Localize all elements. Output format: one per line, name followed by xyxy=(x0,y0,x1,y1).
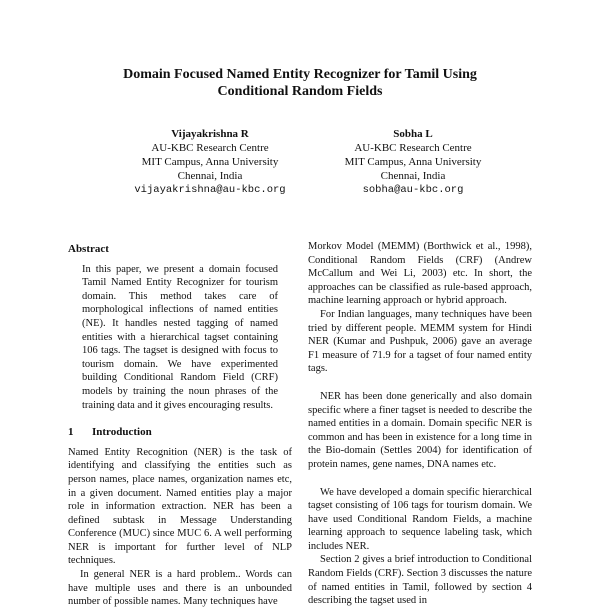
paragraph: We have developed a domain specific hierarchical tagset consisting of 106 tags for tourism domain. We have used Conditional Random Fields, a machine learning approach to sequence labeling task, which includes NER. xyxy=(308,486,532,552)
author-email: vijayakrishna@au-kbc.org xyxy=(134,184,286,196)
title-line-2: Conditional Random Fields xyxy=(217,84,383,99)
paragraph: NER has been done generically and also domain specific where a finer tagset is needed to describe the named entities in a domain. Domain specific NER is common and has been in existence for a long time in the Bio-domain (Settles 2004) for identification of protein names, gene names, DNA names etc. xyxy=(308,390,532,470)
paragraph: Named Entity Recognition (NER) is the task of identifying and classifying the entities such as person names, place names, organization names etc, in a given document. Named entities play a major role in information extraction. NER has been a defined subtask in Message Understanding Conference (MUC) since MUC 6. A well performing NER is important for further level of NLP techniques. xyxy=(68,446,292,567)
section-heading-introduction xyxy=(68,426,292,440)
paper-title xyxy=(0,66,600,100)
left-column xyxy=(68,243,292,609)
right-column xyxy=(308,240,532,608)
title-line-1: Domain Focused Named Entity Recognizer for Tamil Using xyxy=(123,67,477,82)
author-name: Vijayakrishna R xyxy=(171,128,249,140)
author-city: Chennai, India xyxy=(380,170,446,182)
paragraph: In general NER is a hard problem.. Words can have multiple uses and there is an unbounded number of possible names. Many techniques have xyxy=(68,569,292,608)
abstract-text: In this paper, we present a domain focused Tamil Named Entity Recognizer for tourism domain. This method takes care of morphological inflections of named entities (NE). It handles nested tagging of named entities with a hierarchical tagset containing 106 tags. The tagset is designed with focus to tourism domain. We have experimented building Conditional Random Field (CRF) models by training the noun phrases of the training data and it gives encouraging results. xyxy=(82,263,278,411)
paragraph: For Indian languages, many techniques have been tried by different people. MEMM system for Hindi NER (Kumar and Pushpuk, 2006) gave an average F1 measure of 71.9 for a tagset of four named entity tags. xyxy=(308,308,532,375)
section-number: 1 xyxy=(68,426,74,439)
author-campus: MIT Campus, Anna University xyxy=(344,156,482,168)
author-affiliation: AU-KBC Research Centre xyxy=(151,142,269,154)
author-block-2 xyxy=(283,127,543,197)
author-email: sobha@au-kbc.org xyxy=(362,184,464,196)
paragraph: Section 2 gives a brief introduction to Conditional Random Fields (CRF). Section 3 discusses the nature of named entities in Tamil, followed by section 4 describing the tagset used in xyxy=(308,554,532,607)
section-title: Introduction xyxy=(92,426,152,439)
author-city: Chennai, India xyxy=(177,170,243,182)
author-name: Sobha L xyxy=(393,128,433,140)
paragraph: Morkov Model (MEMM) (Borthwick et al., 1998), Conditional Random Fields (CRF) (Andrew McCallum and Wei Li, 2003) etc. In short, the approaches can be classified as rule-based approach, machine learning approach or hybrid approach. xyxy=(308,241,532,307)
author-campus: MIT Campus, Anna University xyxy=(141,156,279,168)
abstract-heading: Abstract xyxy=(68,243,109,255)
author-affiliation: AU-KBC Research Centre xyxy=(354,142,472,154)
